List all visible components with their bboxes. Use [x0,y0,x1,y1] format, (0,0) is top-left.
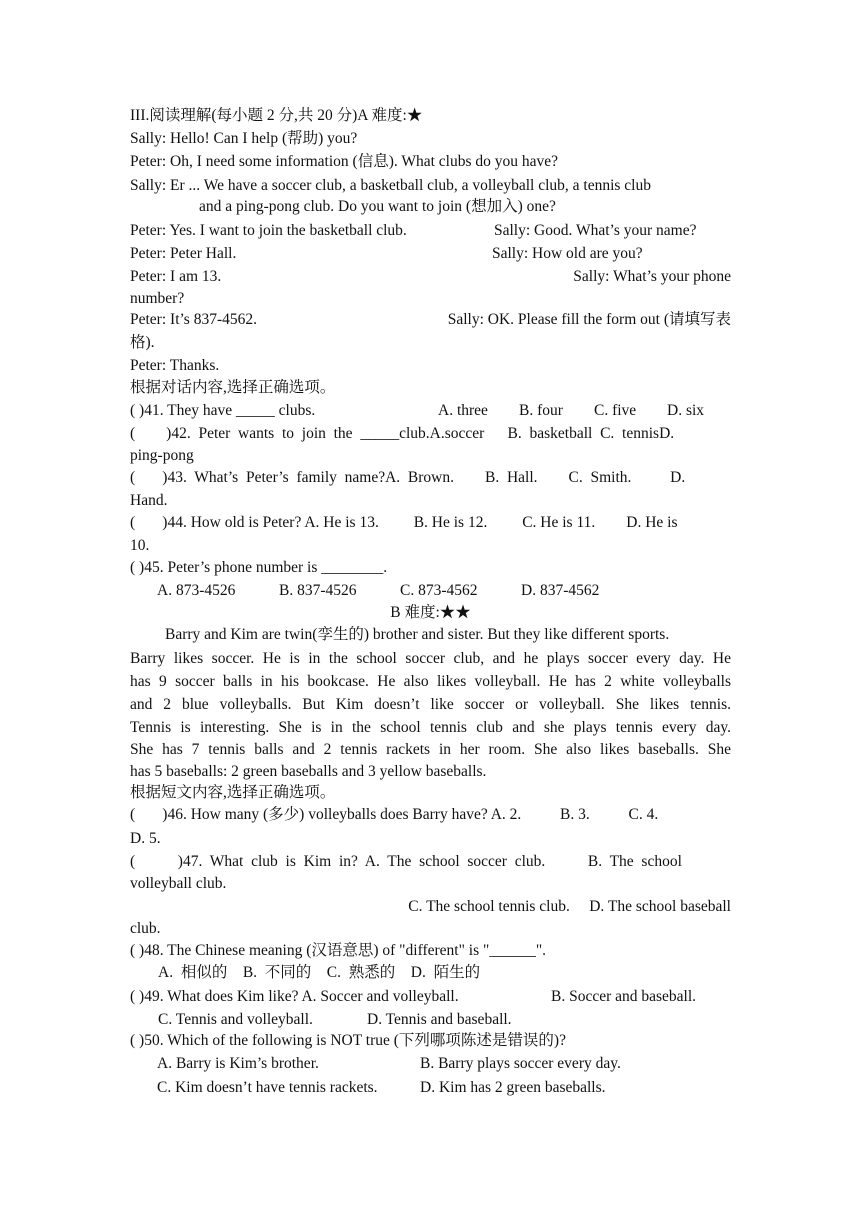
passage-line-5: Tennis is interesting. She is in the school tennis club and she plays tennis every day. [130,719,731,736]
q45-option-b[interactable]: B. 837-4526 [279,582,357,599]
dialog-line-2: Peter: Oh, I need some information (信息). What clubs do you have? [130,153,559,170]
dialog-pair-2-left: Peter: Peter Hall. [130,245,237,262]
dialog-pair-3 [130,267,731,287]
dialog-line-3: Sally: Er ... We have a soccer club, a basketball club, a volleyball club, a tennis club [130,177,651,194]
q41-option-c[interactable]: C. five [594,402,637,419]
question-41 [130,401,731,421]
dialog-line-1: Sally: Hello! Can I help (帮助) you? [130,130,358,147]
question-46-line-1: ( )46. How many (多少) volleyballs does Barry have? A. 2. B. 3. C. 4. [130,806,659,823]
question-43-line-1: ( )43. What’s Peter’s family name?A. Brown. B. Hall. C. Smith. D. [130,469,686,486]
dialog-pair-5-left: Peter: It’s 837-4562. [130,311,257,328]
dialog-pair-1 [130,221,731,241]
section-b-heading: B 难度:★★ [390,604,471,621]
question-46-line-2: D. 5. [130,830,161,847]
dialog-pair-1-left: Peter: Yes. I want to join the basketball club. [130,222,407,239]
q41-option-a[interactable]: A. three [438,402,488,419]
question-44-line-1: ( )44. How old is Peter? A. He is 13. B. He is 12. C. He is 11. D. He is [130,514,678,531]
dialog-thanks: Peter: Thanks. [130,357,220,374]
question-44-line-2: 10. [130,537,150,554]
dialog-pair-2-right: Sally: How old are you? [492,245,643,262]
question-43-line-2: Hand. [130,492,168,509]
question-49 [130,987,731,1007]
dialog-pair-5-right: Sally: OK. Please fill the form out (请填写表 [447,311,731,328]
dialog-line-4: and a ping-pong club. Do you want to join (想加入) one? [199,198,556,215]
question-42-line-1: ( )42. Peter wants to join the _____club.A.soccer B. basketball C. tennisD. [130,425,675,442]
dialog-pair-3-left: Peter: I am 13. [130,268,222,285]
q41-option-d[interactable]: D. six [667,402,705,419]
q45-option-d[interactable]: D. 837-4562 [521,582,600,599]
q49-option-d[interactable]: D. Tennis and baseball. [367,1011,512,1028]
passage-line-1: Barry and Kim are twin(孪生的) brother and sister. But they like different sports. [165,626,670,643]
passage-line-3: has 9 soccer balls in his bookcase. He also likes volleyball. He has 2 white volleyballs [130,673,731,690]
dialog-pair-3-right: Sally: What’s your phone [573,268,731,285]
dialog-pair-6-left: 格). [130,334,155,351]
question-50-stem: ( )50. Which of the following is NOT true (下列哪项陈述是错误的)? [130,1032,566,1049]
dialog-pair-2 [130,244,731,264]
q49-stem: ( )49. What does Kim like? A. Soccer and volleyball. [130,988,459,1005]
question-47-line-3: C. The school tennis club. D. The school baseball [408,898,731,915]
passage-line-2: Barry likes soccer. He is in the school soccer club, and he plays soccer every day. He [130,650,731,667]
question-42-line-2: ping-pong [130,447,194,464]
question-47-line-4: club. [130,920,161,937]
instruction-b: 根据短文内容,选择正确选项。 [130,784,336,801]
passage-line-7: has 5 baseballs: 2 green baseballs and 3 yellow baseballs. [130,763,487,780]
section-a-heading: III.阅读理解(每小题 2 分,共 20 分)A 难度:★ [130,107,423,124]
instruction-a: 根据对话内容,选择正确选项。 [130,379,336,396]
passage-line-4: and 2 blue volleyballs. But Kim doesn’t like soccer or volleyball. She likes tennis. [130,696,731,713]
q50-option-c[interactable]: C. Kim doesn’t have tennis rackets. [157,1079,378,1096]
dialog-pair-5 [130,310,731,330]
q49-option-b[interactable]: B. Soccer and baseball. [551,988,697,1005]
dialog-pair-4-left: number? [130,290,185,307]
dialog-pair-1-right: Sally: Good. What’s your name? [494,222,697,239]
q50-option-a[interactable]: A. Barry is Kim’s brother. [157,1055,319,1072]
question-47-line-1: ( )47. What club is Kim in? A. The school soccer club. B. The school [130,853,682,870]
q50-option-d[interactable]: D. Kim has 2 green baseballs. [420,1079,606,1096]
q45-option-c[interactable]: C. 873-4562 [400,582,478,599]
question-47-line-2: volleyball club. [130,875,227,892]
q41-stem: ( )41. They have _____ clubs. [130,402,316,419]
passage-line-6: She has 7 tennis balls and 2 tennis rackets in her room. She also likes baseballs. She [130,741,731,758]
q41-option-b[interactable]: B. four [519,402,563,419]
question-48-options: A. 相似的 B. 不同的 C. 熟悉的 D. 陌生的 [158,964,481,981]
q49-option-c[interactable]: C. Tennis and volleyball. [158,1011,313,1028]
q50-option-b[interactable]: B. Barry plays soccer every day. [420,1055,621,1072]
q45-option-a[interactable]: A. 873-4526 [157,582,236,599]
question-45-stem: ( )45. Peter’s phone number is ________. [130,559,388,576]
question-48-stem: ( )48. The Chinese meaning (汉语意思) of "different" is "______". [130,942,547,959]
